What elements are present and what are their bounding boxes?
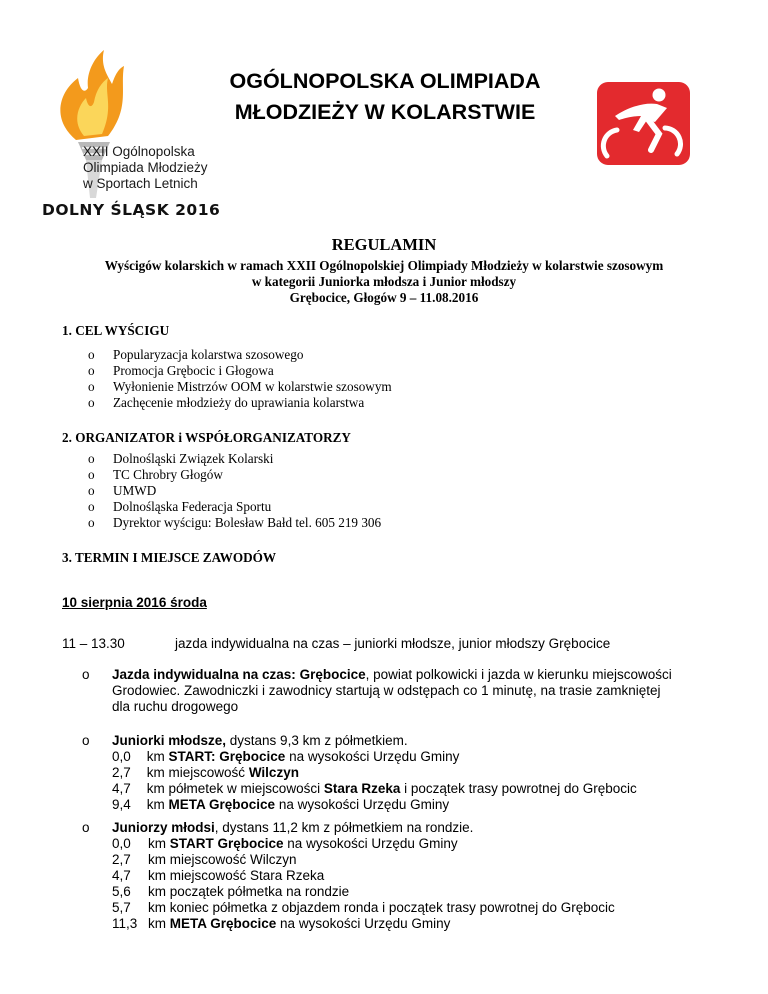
bullet: o — [82, 667, 90, 682]
km-value: 4,7 — [112, 781, 131, 796]
list-item — [88, 363, 392, 379]
km-unit: km — [148, 868, 166, 883]
bullet: o — [88, 347, 95, 362]
bullet: o — [82, 820, 90, 835]
subtitle-line: Wyścigów kolarskich w ramach XXII Ogólnopolskiej Olimpiady Młodzieży w kolarstwie szosowym — [104, 258, 664, 273]
jazda-text: Grodowiec. Zawodniczki i zawodnicy startują w odstępach co 1 minutę, na trasie zamkniętej — [112, 683, 661, 698]
regulamin-title: REGULAMIN — [331, 235, 437, 254]
juniorzy-label: Juniorzy młodsi — [112, 820, 215, 835]
route-text: miejscowość — [168, 765, 249, 780]
logo-line: Olimpiada Młodzieży — [83, 160, 208, 175]
route-line — [112, 852, 768, 868]
route-text: na wysokości Urzędu Gminy — [283, 836, 458, 851]
list-item — [88, 499, 381, 515]
route-text: na wysokości Urzędu Gminy — [276, 916, 451, 931]
route-line — [112, 781, 768, 797]
km-unit: km — [148, 836, 166, 851]
route-text: na wysokości Urzędu Gminy — [285, 749, 460, 764]
list-item-text: Zachęcenie młodzieży do uprawiania kolarstwa — [113, 395, 365, 410]
bullet: o — [88, 379, 95, 394]
logo-line: w Sportach Letnich — [83, 176, 198, 191]
bullet: o — [88, 363, 95, 378]
list-item — [88, 515, 381, 531]
km-unit: km — [146, 749, 165, 764]
jazda-text: , powiat polkowicki i jazda w kierunku miejscowości — [365, 667, 672, 682]
list-item — [88, 395, 392, 411]
route-text: miejscowość Wilczyn — [169, 852, 297, 867]
bullet: o — [88, 515, 95, 530]
km-unit: km — [148, 852, 166, 867]
route-line — [112, 797, 768, 813]
list-item-text: Dyrektor wyścigu: Bolesław Bałd tel. 605 219 306 — [113, 515, 382, 530]
list-item — [88, 467, 381, 483]
km-value: 2,7 — [112, 765, 131, 780]
km-unit: km — [146, 781, 165, 796]
km-value: 5,6 — [112, 884, 131, 899]
route-text: i początek trasy powrotnej do Grębocic — [400, 781, 637, 796]
route-bold: Stara Rzeka — [323, 781, 401, 796]
route-bold: Wilczyn — [248, 765, 299, 780]
route-line — [112, 900, 768, 916]
cyclist-icon — [597, 82, 690, 165]
list-item — [88, 347, 392, 363]
list-item-text: Promocja Grębocic i Głogowa — [113, 363, 274, 378]
route-bold: START Grębocice — [169, 836, 284, 851]
km-value: 0,0 — [112, 836, 131, 851]
section-heading: 2. ORGANIZATOR i WSPÓŁORGANIZATORZY — [62, 430, 351, 445]
route-line — [112, 836, 768, 852]
km-unit: km — [148, 900, 166, 915]
km-unit: km — [146, 797, 165, 812]
regulamin-subtitle — [0, 258, 768, 306]
list-item — [88, 379, 392, 395]
route-line — [112, 868, 768, 884]
cycling-logo — [597, 82, 690, 165]
bullet-list — [88, 451, 381, 531]
jazda-place: Grębocice — [299, 667, 366, 682]
list-item — [88, 451, 381, 467]
km-value: 2,7 — [112, 852, 131, 867]
bullet: o — [82, 733, 90, 748]
schedule-date: 10 sierpnia 2016 środa — [62, 595, 207, 610]
route-text: półmetek w miejscowości — [168, 781, 324, 796]
route-text: początek półmetka na rondzie — [169, 884, 350, 899]
list-item-text: Wyłonienie Mistrzów OOM w kolarstwie szosowym — [113, 379, 392, 394]
route-line — [112, 884, 768, 900]
km-value: 4,7 — [112, 868, 131, 883]
route-text: miejscowość Stara Rzeka — [169, 868, 325, 883]
list-item-text: Dolnośląska Federacja Sportu — [113, 499, 272, 514]
page-title — [160, 66, 610, 128]
title-line-2: MŁODZIEŻY W KOLARSTWIE — [234, 100, 536, 124]
section-heading: 1. CEL WYŚCIGU — [62, 323, 170, 338]
route-bold: START: Grębocice — [168, 749, 286, 764]
km-value: 0,0 — [112, 749, 131, 764]
route-bold: META Grębocice — [168, 797, 276, 812]
juniorki-text: dystans 9,3 km z półmetkiem. — [226, 733, 408, 748]
bullet: o — [88, 467, 95, 482]
km-unit: km — [148, 916, 166, 931]
bullet: o — [88, 395, 95, 410]
jazda-text: dla ruchu drogowego — [112, 699, 239, 714]
km-unit: km — [146, 765, 165, 780]
route-line — [112, 765, 768, 781]
logo-text — [83, 144, 208, 192]
route-line — [112, 916, 768, 932]
list-item-text: UMWD — [113, 483, 157, 498]
km-value: 11,3 — [112, 916, 138, 931]
bullet: o — [88, 483, 95, 498]
section-heading: 3. TERMIN I MIEJSCE ZAWODÓW — [62, 550, 277, 565]
bullet: o — [88, 451, 95, 466]
route-text: na wysokości Urzędu Gminy — [275, 797, 450, 812]
juniorzy-text: , dystans 11,2 km z półmetkiem na rondzie. — [214, 820, 474, 835]
km-value: 9,4 — [112, 797, 131, 812]
schedule-time: 11 – 13.30 — [62, 636, 125, 651]
jazda-label: Jazda indywidualna na czas: — [112, 667, 296, 682]
km-unit: km — [148, 884, 166, 899]
route-text: koniec półmetka z objazdem ronda i początek trasy powrotnej do Grębocic — [169, 900, 615, 915]
bullet-list — [88, 347, 392, 411]
route-bold: META Grębocice — [169, 916, 277, 931]
bullet: o — [88, 499, 95, 514]
schedule-description: jazda indywidualna na czas – juniorki młodsze, junior młodszy Grębocice — [175, 636, 611, 651]
juniorki-label: Juniorki młodsze, — [112, 733, 227, 748]
list-item-text: TC Chrobry Głogów — [113, 467, 223, 482]
list-item-text: Dolnośląski Związek Kolarski — [113, 451, 274, 466]
subtitle-line: Grębocice, Głogów 9 – 11.08.2016 — [289, 290, 479, 305]
subtitle-line: w kategorii Juniorka młodsza i Junior młodszy — [251, 274, 517, 289]
km-value: 5,7 — [112, 900, 131, 915]
logo-line: XXII Ogólnopolska — [83, 144, 195, 159]
route-line — [112, 749, 768, 765]
jazda-description — [112, 667, 768, 715]
juniorki-description — [112, 733, 768, 813]
list-item — [88, 483, 381, 499]
logo-dolny-slask: DOLNY ŚLĄSK 2016 — [42, 201, 221, 219]
juniorzy-description — [112, 820, 768, 932]
title-line-1: OGÓLNOPOLSKA OLIMPIADA — [229, 69, 541, 93]
list-item-text: Popularyzacja kolarstwa szosowego — [113, 347, 304, 362]
